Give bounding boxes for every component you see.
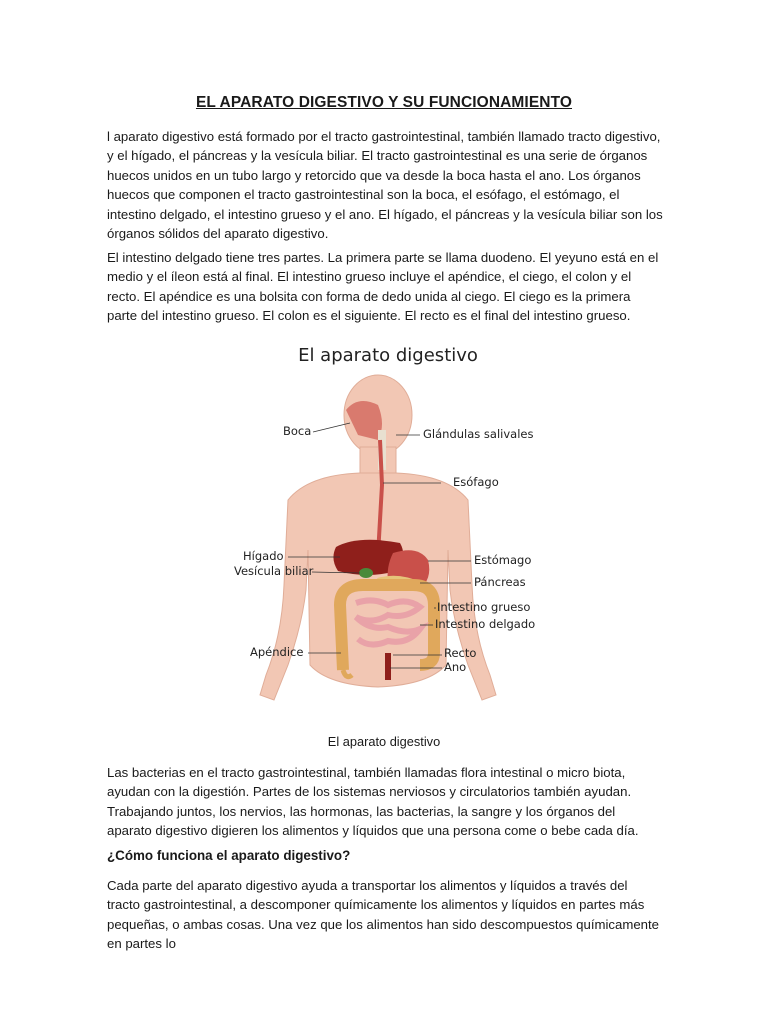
label-boca: Boca — [283, 424, 312, 438]
document-title: EL APARATO DIGESTIVO Y SU FUNCIONAMIENTO — [195, 94, 573, 111]
paragraph-bacteria: Las bacterias en el tracto gastrointestinal, también llamadas flora intestinal o micro biota, ayudan con la digestión. Partes de los sistemas nerviosos y circulatorios también ayudan. Trabajando juntos, los nervios, las hormonas, las bacterias, la sangre y los órganos del aparato digestivo digieren los alimentos y líquidos que una persona come o bebe cada día. — [107, 765, 639, 839]
label-higado: Hígado — [243, 549, 284, 563]
label-ano: Ano — [444, 660, 467, 674]
label-estomago: Estómago — [474, 553, 532, 567]
label-esofago: Esófago — [453, 475, 499, 489]
section-heading: ¿Cómo funciona el aparato digestivo? — [107, 848, 351, 863]
figure-title: El aparato digestivo — [298, 345, 478, 366]
label-vesicula-biliar: Vesícula biliar — [234, 564, 314, 578]
label-apendice: Apéndice — [250, 645, 304, 659]
paragraph-intestines: El intestino delgado tiene tres partes. La primera parte se llama duodeno. El yeyuno está en el medio y el íleon está al final. El intestino grueso incluye el apéndice, el ciego, el colon y el recto. El apéndice es una bolsita con forma de dedo unida al ciego. El ciego es la primera parte del intestino grueso. El colon es el siguiente. El recto es el final del intestino grueso. — [107, 250, 659, 324]
paragraph-intro: l aparato digestivo está formado por el tracto gastrointestinal, también llamado tracto digestivo, y el hígado, el páncreas y la vesícula biliar. El tracto gastrointestinal es una serie de órganos huecos unidos en un tubo largo y retorcido que va desde la boca hasta el ano. Los órganos huecos que componen el tracto gastrointestinal son la boca, el esófago, el estómago, el intestino delgado, el intestino grueso y el ano. El hígado, el páncreas y la vesícula biliar son los órganos sólidos del aparato digestivo. — [107, 129, 663, 242]
label-glandulas-salivales: Glándulas salivales — [423, 427, 534, 441]
label-intestino-delgado: Intestino delgado — [435, 617, 536, 631]
label-pancreas: Páncreas — [474, 575, 526, 589]
label-intestino-grueso: Intestino grueso — [437, 600, 531, 614]
gallbladder — [359, 568, 373, 578]
paragraph-function: Cada parte del aparato digestivo ayuda a transportar los alimentos y líquidos a través del tracto gastrointestinal, a descomponer químicamente los alimentos y líquidos en partes más pequeñas, o ambas cosas. Una vez que los alimentos han sido descompuestos químicamente en partes lo — [107, 878, 659, 952]
digestive-system-figure — [228, 335, 548, 715]
figure-caption: El aparato digestivo — [327, 734, 441, 749]
label-recto: Recto — [444, 646, 477, 660]
